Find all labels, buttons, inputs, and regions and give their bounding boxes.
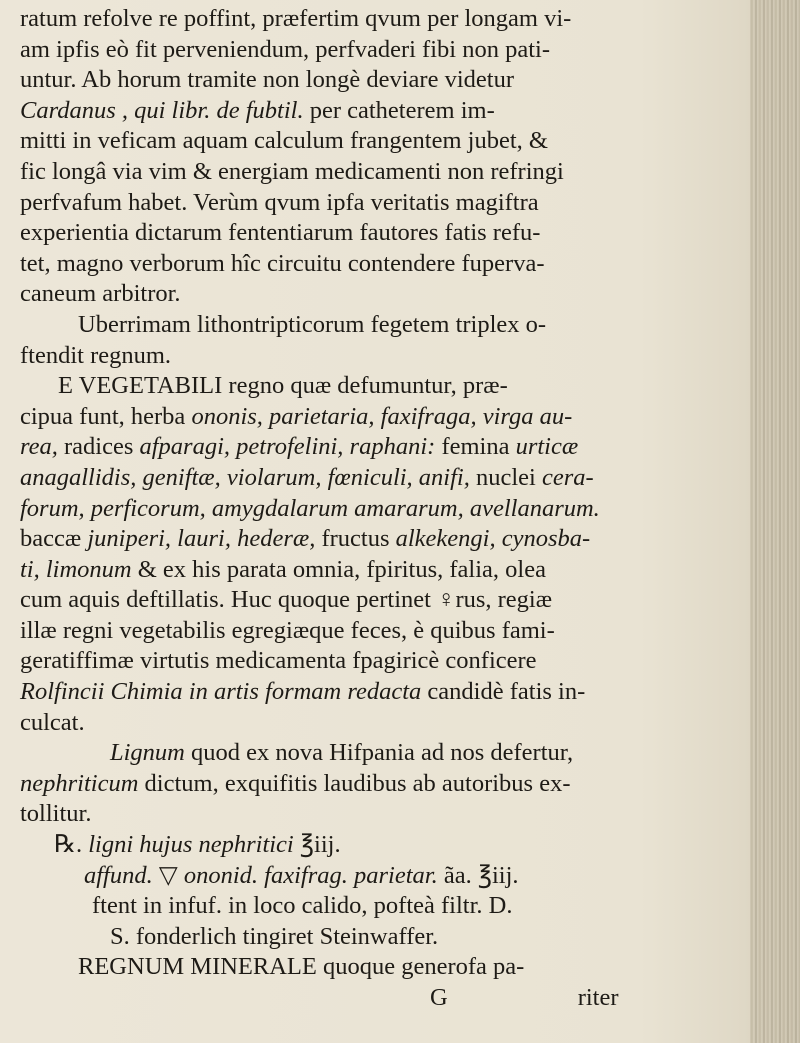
italic-text: ononis, parietaria, faxifraga, virga au-	[191, 402, 573, 430]
text-line: cipua funt, herba ononis, parietaria, faxifraga, virga au-	[20, 402, 573, 430]
text-line: fic longâ via vim & energiam medicamenti non refringi	[20, 157, 564, 185]
text-line: nephriticum dictum, exquifitis laudibus ab autoribus ex-	[20, 769, 571, 797]
italic-text: Lignum	[110, 739, 185, 767]
italic-text: juniperi, lauri, hederæ,	[87, 525, 316, 553]
signature-line	[20, 983, 750, 1014]
text-line: ℞. ligni hujus nephritici ℥iij.	[54, 831, 341, 859]
italic-text: ligni hujus nephritici	[88, 831, 294, 859]
text-line: culcat.	[20, 708, 85, 736]
text-line: affund. ▽ ononid. faxifrag. parietar. ãa. ℥iij.	[84, 861, 519, 889]
page-gutter	[750, 0, 800, 1043]
text-line: Cardanus , qui libr. de fubtil. per catheterem im-	[20, 96, 495, 124]
text-line: Uberrimam lithontripticorum fegetem triplex o-	[78, 310, 547, 338]
italic-text: nephriticum	[20, 769, 139, 797]
text-line: S. fonderlich tingiret Steinwaffer.	[110, 922, 439, 950]
italic-text: affund.	[84, 861, 153, 889]
text-line: caneum arbitror.	[20, 280, 181, 308]
italic-text: anagallidis, geniftæ, violarum, fœniculi, anifi,	[20, 463, 470, 491]
text-block	[20, 4, 750, 1014]
text-line: anagallidis, geniftæ, violarum, fœniculi, anifi, nuclei cera-	[20, 463, 594, 491]
text-line: cum aquis deftillatis. Huc quoque pertinet ♀rus, regiæ	[20, 586, 553, 614]
text-line	[20, 494, 750, 525]
text-line: perfvafum habet. Verùm qvum ipfa veritatis magiftra	[20, 188, 539, 216]
italic-text: urticæ	[515, 433, 579, 461]
text-line: untur. Ab horum tramite non longè deviare videtur	[20, 66, 514, 94]
text-line: experientia dictarum fententiarum fautores fatis refu-	[20, 219, 541, 247]
signature-mark: G	[430, 984, 448, 1011]
text-line: ftent in infuf. in loco calido, pofteà filtr. D.	[92, 892, 513, 920]
text-line: mitti in veficam aquam calculum frangentem jubet, &	[20, 127, 548, 155]
text-line: geratiffimæ virtutis medicamenta fpagiricè conficere	[20, 647, 537, 675]
text-line: illæ regni vegetabilis egregiæque feces, è quibus fami-	[20, 616, 555, 644]
italic-text: alkekengi, cynosba-	[395, 525, 591, 553]
text-line: rea, radices afparagi, petrofelini, raphani: femina urticæ	[20, 433, 579, 461]
text-line: Rolfincii Chimia in artis formam redacta candidè fatis in-	[20, 678, 586, 706]
text-line: baccæ juniperi, lauri, hederæ, fructus alkekengi, cynosba-	[20, 525, 591, 553]
text-line: E VEGETABILI regno quæ defumuntur, præ-	[58, 372, 508, 400]
text-line: ratum refolve re poffint, præfertim qvum per longam vi-	[20, 5, 572, 32]
text-line: ti, limonum & ex his parata omnia, fpiritus, falia, olea	[20, 555, 546, 583]
text-line: tet, magno verborum hîc circuitu contendere fuperva-	[20, 249, 545, 277]
italic-text: ononid. faxifrag. parietar.	[183, 861, 438, 889]
text-line: tollitur.	[20, 800, 92, 828]
text-line: Lignum quod ex nova Hifpania ad nos defertur,	[110, 739, 574, 767]
italic-text: Rolfincii Chimia in artis formam redacta	[20, 678, 422, 706]
italic-text: afparagi, petrofelini, raphani:	[139, 433, 436, 461]
catchword: riter	[577, 984, 619, 1011]
italic-text: forum, perficorum, amygdalarum amararum, avellanarum.	[20, 494, 600, 522]
italic-text: rea,	[20, 433, 58, 461]
text-line: ftendit regnum.	[20, 341, 172, 369]
italic-text: Cardanus , qui libr. de fubtil.	[20, 96, 304, 124]
italic-text: ti, limonum	[20, 555, 132, 583]
italic-text: cera-	[541, 463, 594, 491]
text-line: am ipfis eò fit perveniendum, perfvaderi fibi non pati-	[20, 35, 550, 63]
text-line: REGNUM MINERALE quoque generofa pa-	[78, 953, 525, 981]
